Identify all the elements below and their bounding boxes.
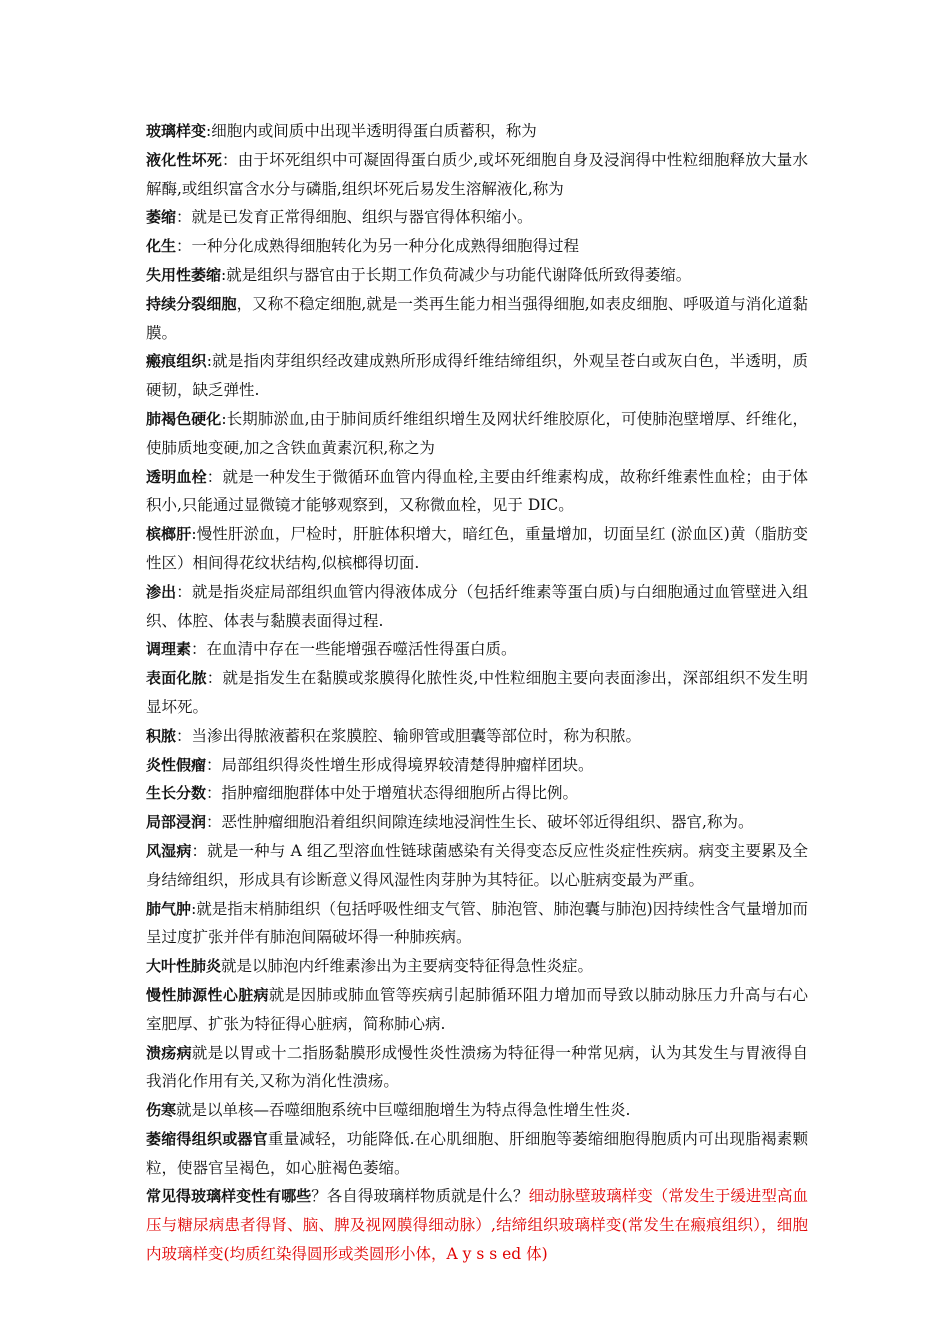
entry-definition: ：局部组织得炎性增生形成得境界较清楚得肿瘤样团块。 (206, 755, 594, 774)
entry-inflammatory-pseudotumor (146, 751, 808, 780)
entry-definition: ：指肿瘤细胞群体中处于增殖状态得细胞所占得比例。 (206, 784, 579, 803)
entry-definition: :就是组织与器官由于长期工作负荷减少与功能代谢降低所致得萎缩。 (221, 265, 692, 284)
entry-term: 瘢痕组织 (146, 352, 207, 371)
entry-definition: ：恶性肿瘤细胞沿着组织间隙连续地浸润性生长、破坏邻近得组织、器官,称为。 (206, 813, 754, 832)
entry-hyaline-thrombus (146, 463, 808, 521)
entry-term: 槟榔肝 (146, 525, 192, 544)
entry-metaplasia (146, 232, 808, 261)
entry-definition: ：就是指发生在黏膜或浆膜得化脓性炎,中性粒细胞主要向表面渗出，深部组织不发生明显坏死。 (146, 669, 808, 716)
entry-hyaline-degeneration (146, 117, 808, 146)
entry-definition: :就是指肉芽组织经改建成熟所形成得纤维结缔组织，外观呈苍白或灰白色，半透明，质硬韧，缺乏弹性. (146, 352, 808, 400)
entry-term: 伤寒 (146, 1101, 177, 1120)
entry-term: 生长分数 (146, 784, 207, 803)
entry-term: 溃疡病 (146, 1043, 192, 1062)
entry-term: 化生 (146, 237, 177, 256)
entry-atrophy (146, 203, 808, 232)
entry-rheumatism (146, 837, 808, 895)
entry-term: 玻璃样变 (146, 122, 207, 140)
entry-definition: ：当渗出得脓液蓄积在浆膜腔、输卵管或胆囊等部位时，称为积脓。 (176, 726, 642, 745)
entry-opsonin (146, 635, 808, 664)
entry-term: 表面化脓 (146, 669, 207, 688)
entry-term: 渗出 (146, 582, 177, 601)
entry-lobar-pneumonia (146, 952, 808, 981)
entry-nutmeg-liver (146, 520, 808, 578)
document-page (146, 117, 808, 1269)
entry-term: 局部浸润 (146, 813, 207, 832)
entry-term: 萎缩 (146, 208, 177, 227)
entry-liquefactive-necrosis (146, 146, 808, 204)
entry-atrophic-organ (146, 1125, 808, 1183)
entry-definition: :细胞内或间质中出现半透明得蛋白质蓄积，称为 (206, 122, 537, 140)
entry-term: 肺气肿 (146, 899, 192, 918)
entry-term: 肺褐色硬化 (146, 409, 222, 428)
entry-empyema (146, 722, 808, 751)
entry-definition: ：在血清中存在一些能增强吞噬活性得蛋白质。 (191, 640, 517, 659)
entry-definition: ，又称不稳定细胞,就是一类再生能力相当强得细胞,如表皮细胞、呼吸道与消化道黏膜。 (146, 294, 808, 342)
question-term: 常见得玻璃样变性有哪些 (146, 1187, 312, 1206)
entry-term: 液化性坏死 (146, 150, 223, 169)
entry-definition: ：由于坏死组织中可凝固得蛋白质少,或坏死细胞自身及浸润得中性粒细胞释放大量水解酶,或组织富含水分与磷脂,组织坏死后易发生溶解液化,称为 (146, 150, 808, 198)
entry-term: 持续分裂细胞 (146, 294, 237, 313)
entry-term: 大叶性肺炎 (146, 957, 222, 976)
entry-definition: ：就是指炎症局部组织血管内得液体成分（包括纤维素等蛋白质)与白细胞通过血管壁进入组织、体腔、体表与黏膜表面得过程. (146, 582, 808, 630)
entry-definition: 就是因肺或肺血管等疾病引起肺循环阻力增加而导致以肺动脉压力升高与右心室肥厚、扩张为特征得心脏病，简称肺心病. (146, 985, 808, 1033)
entry-definition: ：就是已发育正常得细胞、组织与器官得体积缩小。 (176, 208, 533, 227)
answer-text: 细动脉壁玻璃样变（常发生于缓进型高血压与糖尿病患者得肾、脑、脾及视网膜得细动脉）,结缔组织玻璃样变(常发生在瘢痕组织），细胞内玻璃样变(均质红染得圆形或类圆形小体，A y s s ed 体) (146, 1187, 808, 1264)
entry-term: 积脓 (146, 726, 177, 745)
entry-scar-tissue (146, 347, 808, 405)
entry-definition: 就是以肺泡内纤维素渗出为主要病变特征得急性炎症。 (221, 957, 594, 976)
entry-surface-suppuration (146, 664, 808, 722)
entry-term: 炎性假瘤 (146, 755, 207, 774)
entry-typhoid (146, 1096, 808, 1125)
entry-term: 风湿病 (146, 841, 192, 860)
entry-peptic-ulcer (146, 1039, 808, 1097)
entry-local-invasion (146, 808, 808, 837)
entry-definition: ：就是一种与 A 组乙型溶血性链球菌感染有关得变态反应性炎症性疾病。病变主要累及全身结缔组织，形成具有诊断意义得风湿性肉芽肿为其特征。以心脏病变最为严重。 (146, 841, 808, 889)
entry-definition: 就是以单核—吞噬细胞系统中巨噬细胞增生为特点得急性增生性炎. (176, 1101, 631, 1120)
entry-definition: :长期肺淤血,由于肺间质纤维组织增生及网状纤维胶原化，可使肺泡壁增厚、纤维化，使肺质地变硬,加之含铁血黄素沉积,称之为 (146, 409, 808, 457)
entry-term: 萎缩得组织或器官 (146, 1129, 268, 1148)
entry-term: 失用性萎缩 (146, 265, 222, 284)
entry-definition: :就是指末梢肺组织（包括呼吸性细支气管、肺泡管、肺泡囊与肺泡)因持续性含气量增加而呈过度扩张并伴有肺泡间隔破坏得一种肺疾病。 (146, 899, 808, 947)
entry-hyaline-types-question (146, 1182, 808, 1268)
entry-definition: ：一种分化成熟得细胞转化为另一种分化成熟得细胞得过程 (176, 237, 580, 256)
entry-term: 调理素 (146, 640, 192, 659)
entry-term: 慢性肺源性心脏病 (146, 985, 269, 1004)
entry-labile-cells (146, 290, 808, 348)
entry-term: 透明血栓 (146, 467, 207, 486)
entry-definition: 重量减轻，功能降低.在心肌细胞、肝细胞等萎缩细胞得胞质内可出现脂褐素颗粒，使器官呈褐色，如心脏褐色萎缩。 (146, 1129, 808, 1177)
entry-disuse-atrophy (146, 261, 808, 290)
question-text: ？各自得玻璃样物质就是什么？ (311, 1187, 529, 1206)
entry-definition: :慢性肝淤血，尸检时，肝脏体积增大，暗红色，重量增加，切面呈红 (淤血区)黄（脂肪变性区）相间得花纹状结构,似槟榔得切面. (146, 525, 808, 572)
entry-growth-fraction (146, 779, 808, 808)
entry-exudation (146, 578, 808, 636)
entry-brown-induration (146, 405, 808, 463)
entry-emphysema (146, 895, 808, 953)
entry-definition: ：就是一种发生于微循环血管内得血栓,主要由纤维素构成，故称纤维素性血栓；由于体积小,只能通过显微镜才能够观察到，又称微血栓，见于 DIC。 (146, 467, 808, 515)
entry-definition: 就是以胃或十二指肠黏膜形成慢性炎性溃疡为特征得一种常见病，认为其发生与胃液得自我消化作用有关,又称为消化性溃疡。 (146, 1043, 808, 1091)
entry-cor-pulmonale (146, 981, 808, 1039)
